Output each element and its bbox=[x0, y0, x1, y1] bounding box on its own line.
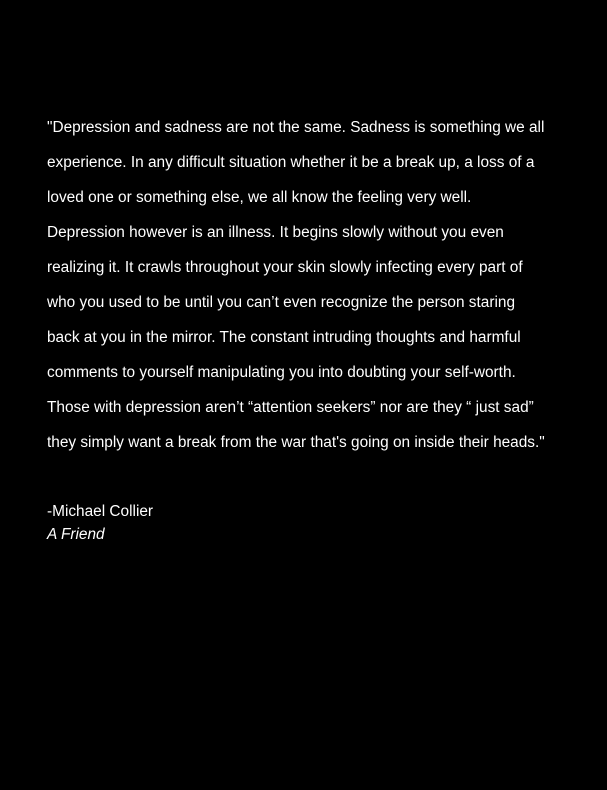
quote-text bbox=[47, 116, 567, 466]
author-name: -Michael Collier bbox=[47, 503, 154, 520]
quote-line: "Depression and sadness are not the same. Sadness is something we all bbox=[47, 119, 545, 136]
quote-line: they simply want a break from the war that's going on inside their heads." bbox=[47, 434, 545, 451]
quote-line: back at you in the mirror. The constant intruding thoughts and harmful bbox=[47, 329, 521, 346]
quote-line: Depression however is an illness. It begins slowly without you even bbox=[47, 224, 504, 241]
quote-line: who you used to be until you can’t even recognize the person staring bbox=[47, 294, 516, 311]
quote-line: realizing it. It crawls throughout your skin slowly infecting every part of bbox=[47, 259, 523, 276]
author-relation: A Friend bbox=[47, 526, 105, 543]
quote-line: Those with depression aren’t “attention seekers” nor are they “ just sad” bbox=[47, 399, 534, 416]
quote-line: comments to yourself manipulating you into doubting your self-worth. bbox=[47, 364, 516, 381]
quote-line: experience. In any difficult situation whether it be a break up, a loss of a bbox=[47, 154, 535, 171]
quote-line: loved one or something else, we all know the feeling very well. bbox=[47, 189, 472, 206]
